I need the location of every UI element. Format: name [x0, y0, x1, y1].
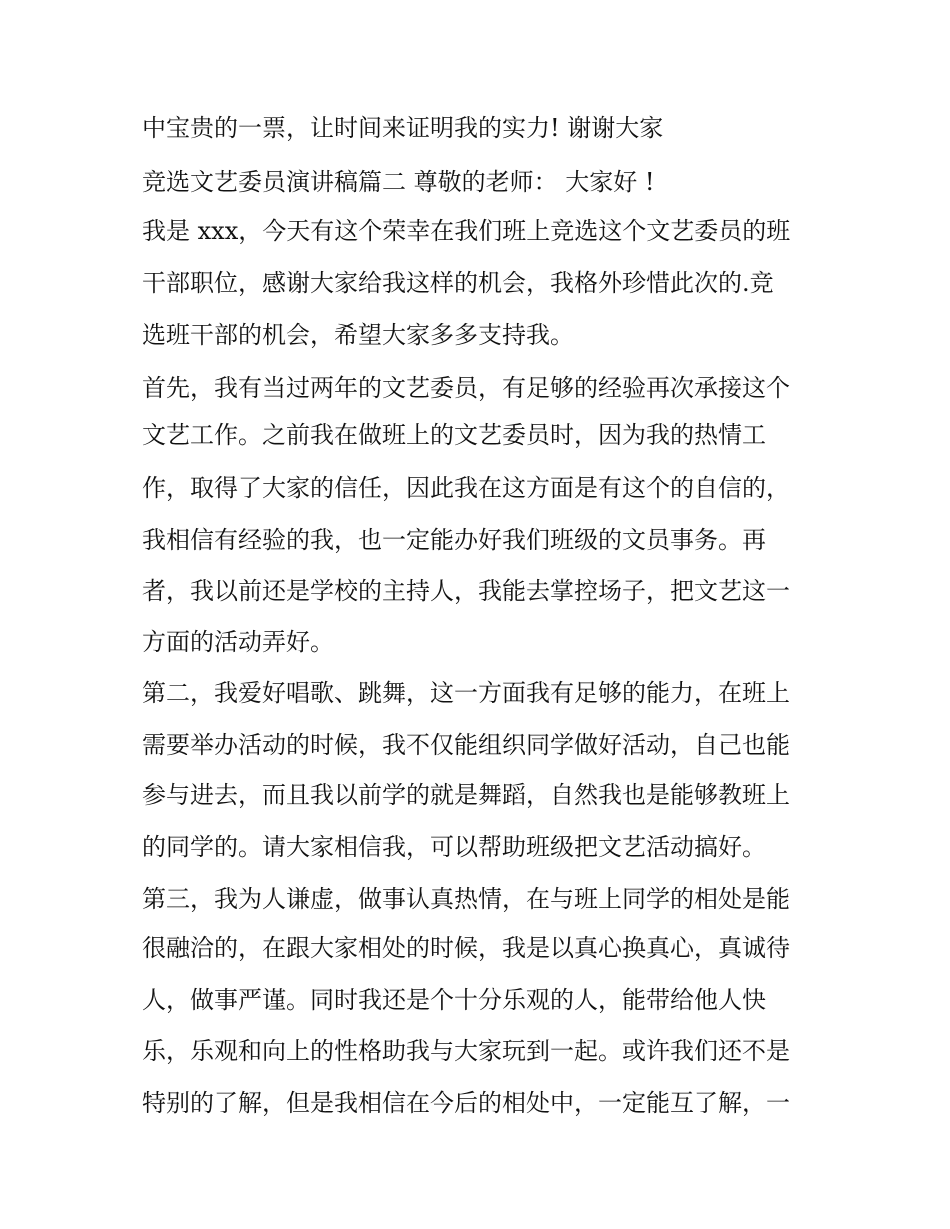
text-line: 第三，我为人谦虚，做事认真热情，在与班上同学的相处是能	[142, 885, 790, 913]
text-line: 文艺工作。之前我在做班上的文艺委员时，因为我的热情工	[142, 421, 766, 449]
text-line: 中宝贵的一票，让时间来证明我的实力! 谢谢大家	[142, 114, 664, 142]
text-line: 乐，乐观和向上的性格助我与大家玩到一起。或许我们还不是	[142, 1037, 790, 1065]
text-line: 方面的活动弄好。	[142, 628, 334, 656]
text-line: 首先，我有当过两年的文艺委员，有足够的经验再次承接这个	[142, 374, 790, 402]
text-line: 我相信有经验的我，也一定能办好我们班级的文员事务。再	[142, 526, 766, 554]
text-line: 参与进去，而且我以前学的就是舞蹈，自然我也是能够教班上	[142, 781, 790, 809]
text-line: 选班干部的机会，希望大家多多支持我。	[142, 321, 574, 349]
text-line: 很融洽的，在跟大家相处的时候，我是以真心换真心，真诚待	[142, 934, 790, 962]
text-line: 第二，我爱好唱歌、跳舞，这一方面我有足够的能力，在班上	[142, 679, 790, 707]
text-line: 的同学的。请大家相信我，可以帮助班级把文艺活动搞好。	[142, 833, 766, 861]
text-line: 人，做事严谨。同时我还是个十分乐观的人，能带给他人快	[142, 986, 766, 1014]
text-line: 作，取得了大家的信任，因此我在这方面是有这个的自信的，	[142, 474, 790, 502]
text-line: 竞选文艺委员演讲稿篇二 尊敬的老师： 大家好 !	[142, 168, 655, 196]
text-line: 者，我以前还是学校的主持人，我能去掌控场子，把文艺这一	[142, 577, 790, 605]
text-line: 干部职位，感谢大家给我这样的机会，我格外珍惜此次的.竞	[142, 269, 774, 297]
text-line: 特别的了解，但是我相信在今后的相处中，一定能互了解，一	[142, 1089, 790, 1117]
text-line: 需要举办活动的时候，我不仅能组织同学做好活动，自己也能	[142, 731, 790, 759]
text-line: 我是 xxx，今天有这个荣幸在我们班上竞选这个文艺委员的班	[142, 217, 791, 245]
